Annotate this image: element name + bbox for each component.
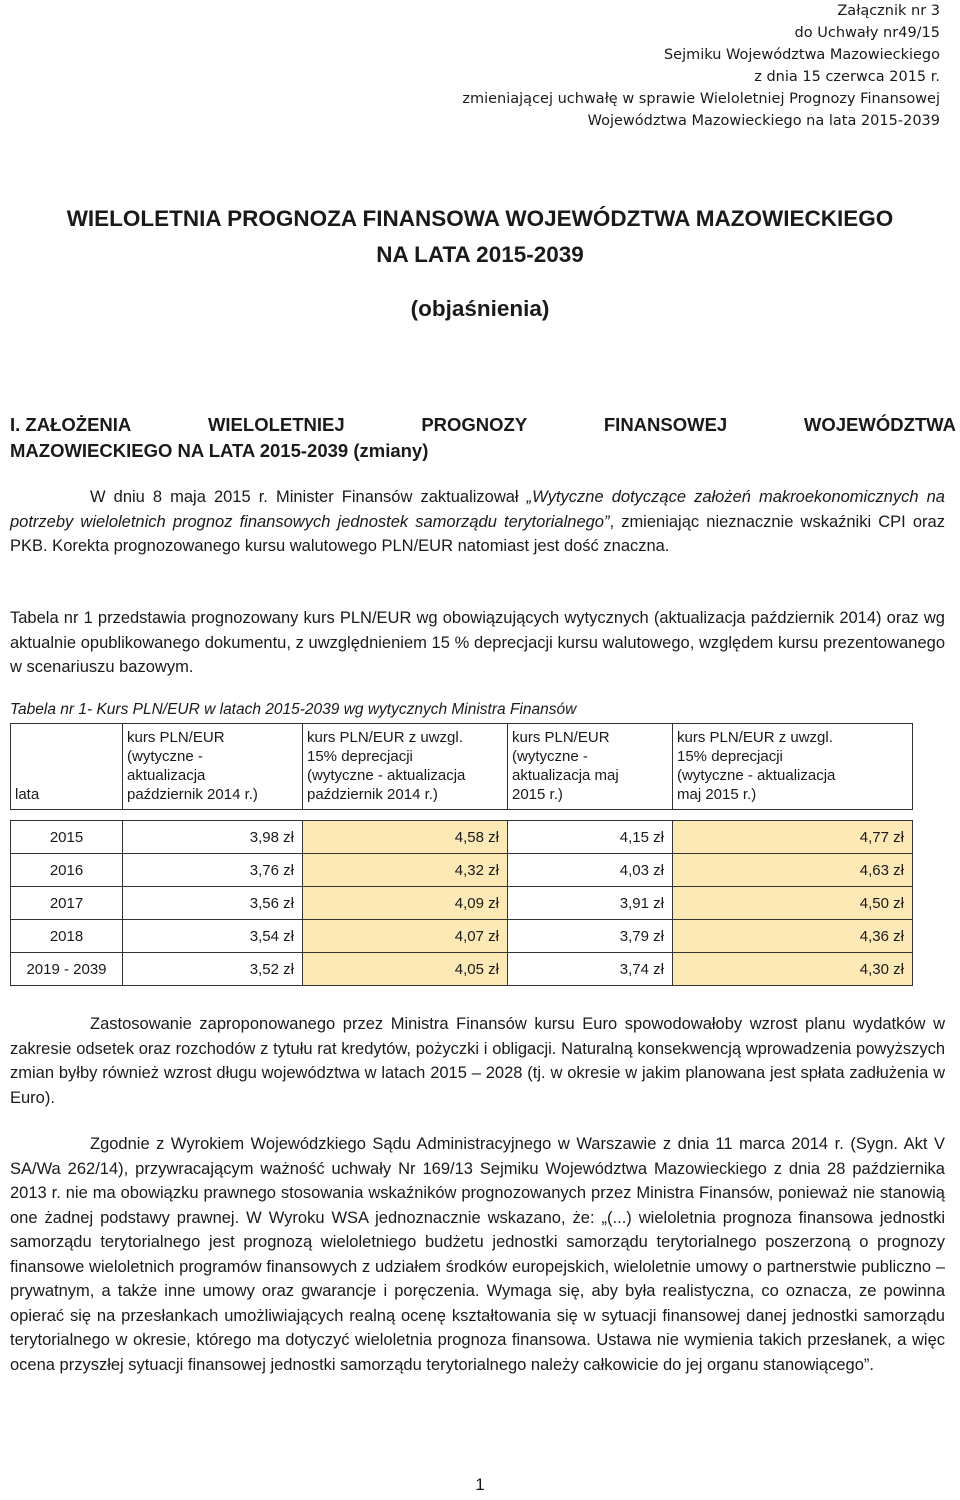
table-row: 2018 3,54 zł 4,07 zł 3,79 zł 4,36 zł — [11, 920, 913, 953]
header-rate-may2015-depreciation: kurs PLN/EUR z uwzgl. 15% deprecjacji (wytyczne - aktualizacja maj 2015 r.) — [673, 724, 913, 810]
attachment-line: Sejmiku Województwa Mazowieckiego — [663, 47, 940, 63]
attachment-header — [340, 0, 940, 132]
table-row: 2015 3,98 zł 4,58 zł 4,15 zł 4,77 zł — [11, 821, 913, 854]
attachment-line: z dnia 15 czerwca 2015 r. — [754, 69, 940, 85]
document-title-line2: NA LATA 2015-2039 — [376, 242, 584, 267]
guidelines-title: „Wytyczne dotyczące założeń makroekonomicznych na potrzeby wieloletnich prognoz finansowych jednostek samorządu terytorialnego” — [10, 488, 945, 531]
header-rate-oct2014: kurs PLN/EUR (wytyczne - aktualizacja październik 2014 r.) — [123, 724, 303, 810]
attachment-line: Województwa Mazowieckiego na lata 2015-2039 — [587, 113, 940, 129]
page-number: 1 — [475, 1475, 485, 1494]
section-heading-word: PROGNOZY — [421, 414, 528, 435]
header-years: lata — [11, 724, 123, 810]
table-row: 2019 - 2039 3,52 zł 4,05 zł 3,74 zł 4,30 zł — [11, 953, 913, 986]
attachment-line: do Uchwały nr49/15 — [794, 25, 940, 41]
exchange-rate-table — [10, 723, 913, 986]
paragraph-court-ruling: Zgodnie z Wyrokiem Wojewódzkiego Sądu Administracyjnego w Warszawie z dnia 11 marca 2014 r. (Sygn. Akt V SA/Wa 262/14), przywracającym ważność uchwały Nr 169/13 Sejmiku Województwa Mazowieckiego z dnia 28 października 2013 r. nie ma obowiązku prawnego stosowania wskaźników prognozowanych przez Ministra Finansów, ponieważ nie stanowią one żadnej podstawy prawnej. W Wyroku WSA jednoznacznie wskazano, że: „(...) wieloletnia prognoza finansowa jednostki samorządu terytorialnego jest prognozą wieloletniego budżetu jednostki samorządu terytorialnego poszerzoną o prognozy finansowe wieloletnich programów finansowych z udziałem środków europejskich, wieloletnie umowy o partnerstwie publiczno – prywatnym, a także inne umowy oraz gwarancje i poręczenia. Wymaga się, aby była realistyczna, co oznacza, ze powinna opierać się na przesłankach umożliwiających realną ocenę kształtowania się w sytuacji finansowej danej jednostki samorządu terytorialnego w okresie, którego ma dotyczyć wieloletnia prognoza finansowa. Ustawa nie wymienia takich przesłanek, a więc ocena przyszłej sytuacji finansowej jednostki samorządu terytorialnego należy całkowicie do jej organu stanowiącego”. — [10, 1135, 945, 1374]
attachment-line: Załącznik nr 3 — [837, 3, 940, 19]
table-caption: Tabela nr 1- Kurs PLN/EUR w latach 2015-2039 wg wytycznych Ministra Finansów — [10, 701, 577, 718]
section-heading-word: I. ZAŁOŻENIA — [10, 414, 132, 435]
section-heading-line2: MAZOWIECKIEGO NA LATA 2015-2039 (zmiany) — [10, 440, 429, 461]
section-heading-word: WIELOLETNIEJ — [207, 414, 345, 435]
document-subtitle: (objaśnienia) — [410, 296, 550, 321]
section-heading-word: WOJEWÓDZTWA — [803, 414, 956, 435]
table-row: 2017 3,56 zł 4,09 zł 3,91 zł 4,50 zł — [11, 887, 913, 920]
header-rate-oct2014-depreciation: kurs PLN/EUR z uwzgl. 15% deprecjacji (wytyczne - aktualizacja październik 2014 r.) — [303, 724, 508, 810]
section-heading — [10, 412, 956, 464]
section-heading-word: FINANSOWEJ — [603, 414, 728, 435]
table-spacer — [11, 810, 913, 821]
document-title-line1: WIELOLETNIA PROGNOZA FINANSOWA WOJEWÓDZTWA MAZOWIECKIEGO — [66, 206, 894, 231]
paragraph-intro-lead: W dniu 8 maja 2015 r. Minister Finansów zaktualizował — [90, 488, 527, 506]
paragraph-intro — [10, 485, 945, 559]
table-row: 2016 3,76 zł 4,32 zł 4,03 zł 4,63 zł — [11, 854, 913, 887]
paragraph-consequences: Zastosowanie zaproponowanego przez Ministra Finansów kursu Euro spowodowałoby wzrost planu wydatków w zakresie odsetek oraz rozchodów z tytułu rat kredytów, pożyczki i obligacji. Naturalną konsekwencją wprowadzenia powyższych zmian byłby również wzrost długu województwa w latach 2015 – 2028 (tj. w okresie w jakim planowana jest spłata zadłużenia w Euro). — [10, 1015, 945, 1107]
paragraph-intro-rest: , zmieniając nieznacznie wskaźniki CPI oraz PKB. Korekta prognozowanego kursu walutowego PLN/EUR natomiast jest dość znaczna. — [10, 512, 945, 555]
paragraph-table-intro: Tabela nr 1 przedstawia prognozowany kurs PLN/EUR wg obowiązujących wytycznych (aktualizacja październik 2014) oraz wg aktualnie opublikowanego dokumentu, z uwzględnieniem 15 % deprecjacji kursu walutowego, względem kursu prezentowanego w scenariuszu bazowym. — [10, 609, 945, 676]
attachment-line: zmieniającej uchwałę w sprawie Wieloletniej Prognozy Finansowej — [462, 91, 940, 107]
header-rate-may2015: kurs PLN/EUR (wytyczne - aktualizacja maj 2015 r.) — [508, 724, 673, 810]
table-header-row — [11, 724, 913, 810]
